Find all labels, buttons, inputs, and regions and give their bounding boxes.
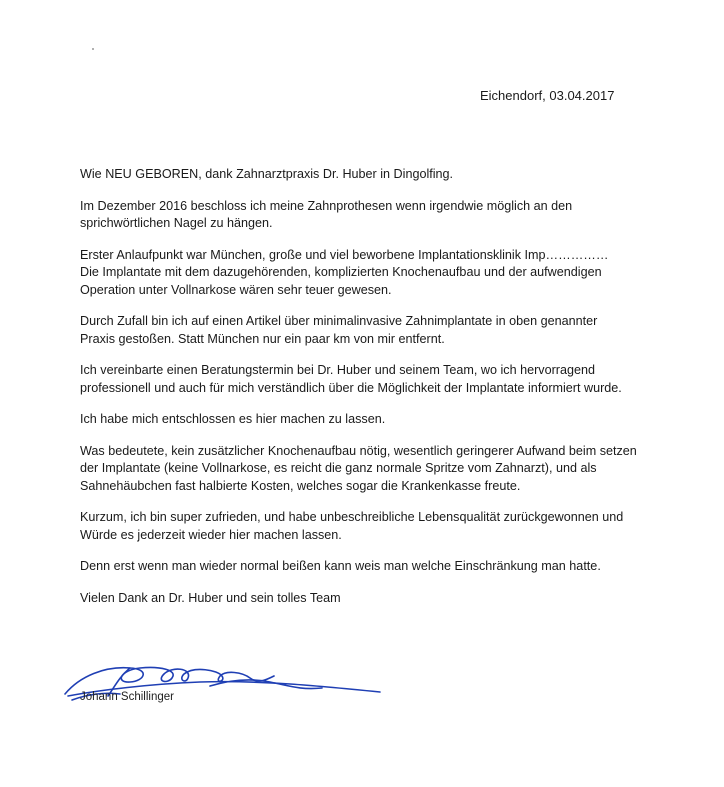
paragraph [80,509,650,544]
paragraph-title [80,166,650,184]
paragraph [80,362,650,397]
text-line: Ich habe mich entschlossen es hier machen zu lassen. [80,412,386,426]
signature-name: Johann Schillinger [80,691,174,703]
text-line: Die Implantate mit dem dazugehörenden, komplizierten Knochenaufbau und der aufwendigen [80,265,602,279]
text-line: Denn erst wenn man wieder normal beißen kann weis man welche Einschränkung man hatte. [80,559,601,573]
paragraph-closing [80,590,650,608]
paragraph [80,313,650,348]
text-line: der Implantate (keine Vollnarkose, es reicht die ganz normale Spritze vom Zahnarzt), und als [80,461,597,475]
text-line: Praxis gestoßen. Statt München nur ein paar km von mir entfernt. [80,331,445,346]
paragraph [80,411,650,429]
paragraph [80,558,650,576]
letter-body [80,166,650,621]
signature-stroke [210,680,322,689]
text-line: Was bedeutete, kein zusätzlicher Knochenaufbau nötig, wesentlich geringerer Aufwand beim setzen [80,443,637,458]
text-line: Vielen Dank an Dr. Huber und sein tolles Team [80,590,341,605]
text-line: Operation unter Vollnarkose wären sehr teuer gewesen. [80,282,392,297]
text-line: Würde es jederzeit wieder hier machen lassen. [80,527,342,542]
text-line: Im Dezember 2016 beschloss ich meine Zahnprothesen wenn irgendwie möglich an den [80,198,573,213]
text-line: Ich vereinbarte einen Beratungstermin bei Dr. Huber und seinem Team, wo ich hervorragend [80,363,595,377]
text-line: Kurzum, ich bin super zufrieden, und habe unbeschreibliche Lebensqualität zurückgewonnen und [80,510,624,524]
letter-date: Eichendorf, 03.04.2017 [480,88,615,103]
paragraph [80,247,650,300]
text-line: Durch Zufall bin ich auf einen Artikel über minimalinvasive Zahnimplantate in oben genannter [80,314,598,328]
text-line: Erster Anlaufpunkt war München, große und viel beworbene Implantationsklinik Imp…………… [80,247,609,262]
text-line: professionell und auch für mich verständlich über die Möglichkeit der Implantate informiert wurde. [80,380,622,395]
text-line: Sahnehäubchen fast halbierte Kosten, welches sogar die Krankenkasse freute. [80,478,521,493]
text-line: sprichwörtlichen Nagel zu hängen. [80,216,273,230]
paragraph [80,443,650,496]
scan-speck [92,48,94,50]
paragraph [80,198,650,233]
text-line: Wie NEU GEBOREN, dank Zahnarztpraxis Dr. Huber in Dingolfing. [80,167,454,181]
